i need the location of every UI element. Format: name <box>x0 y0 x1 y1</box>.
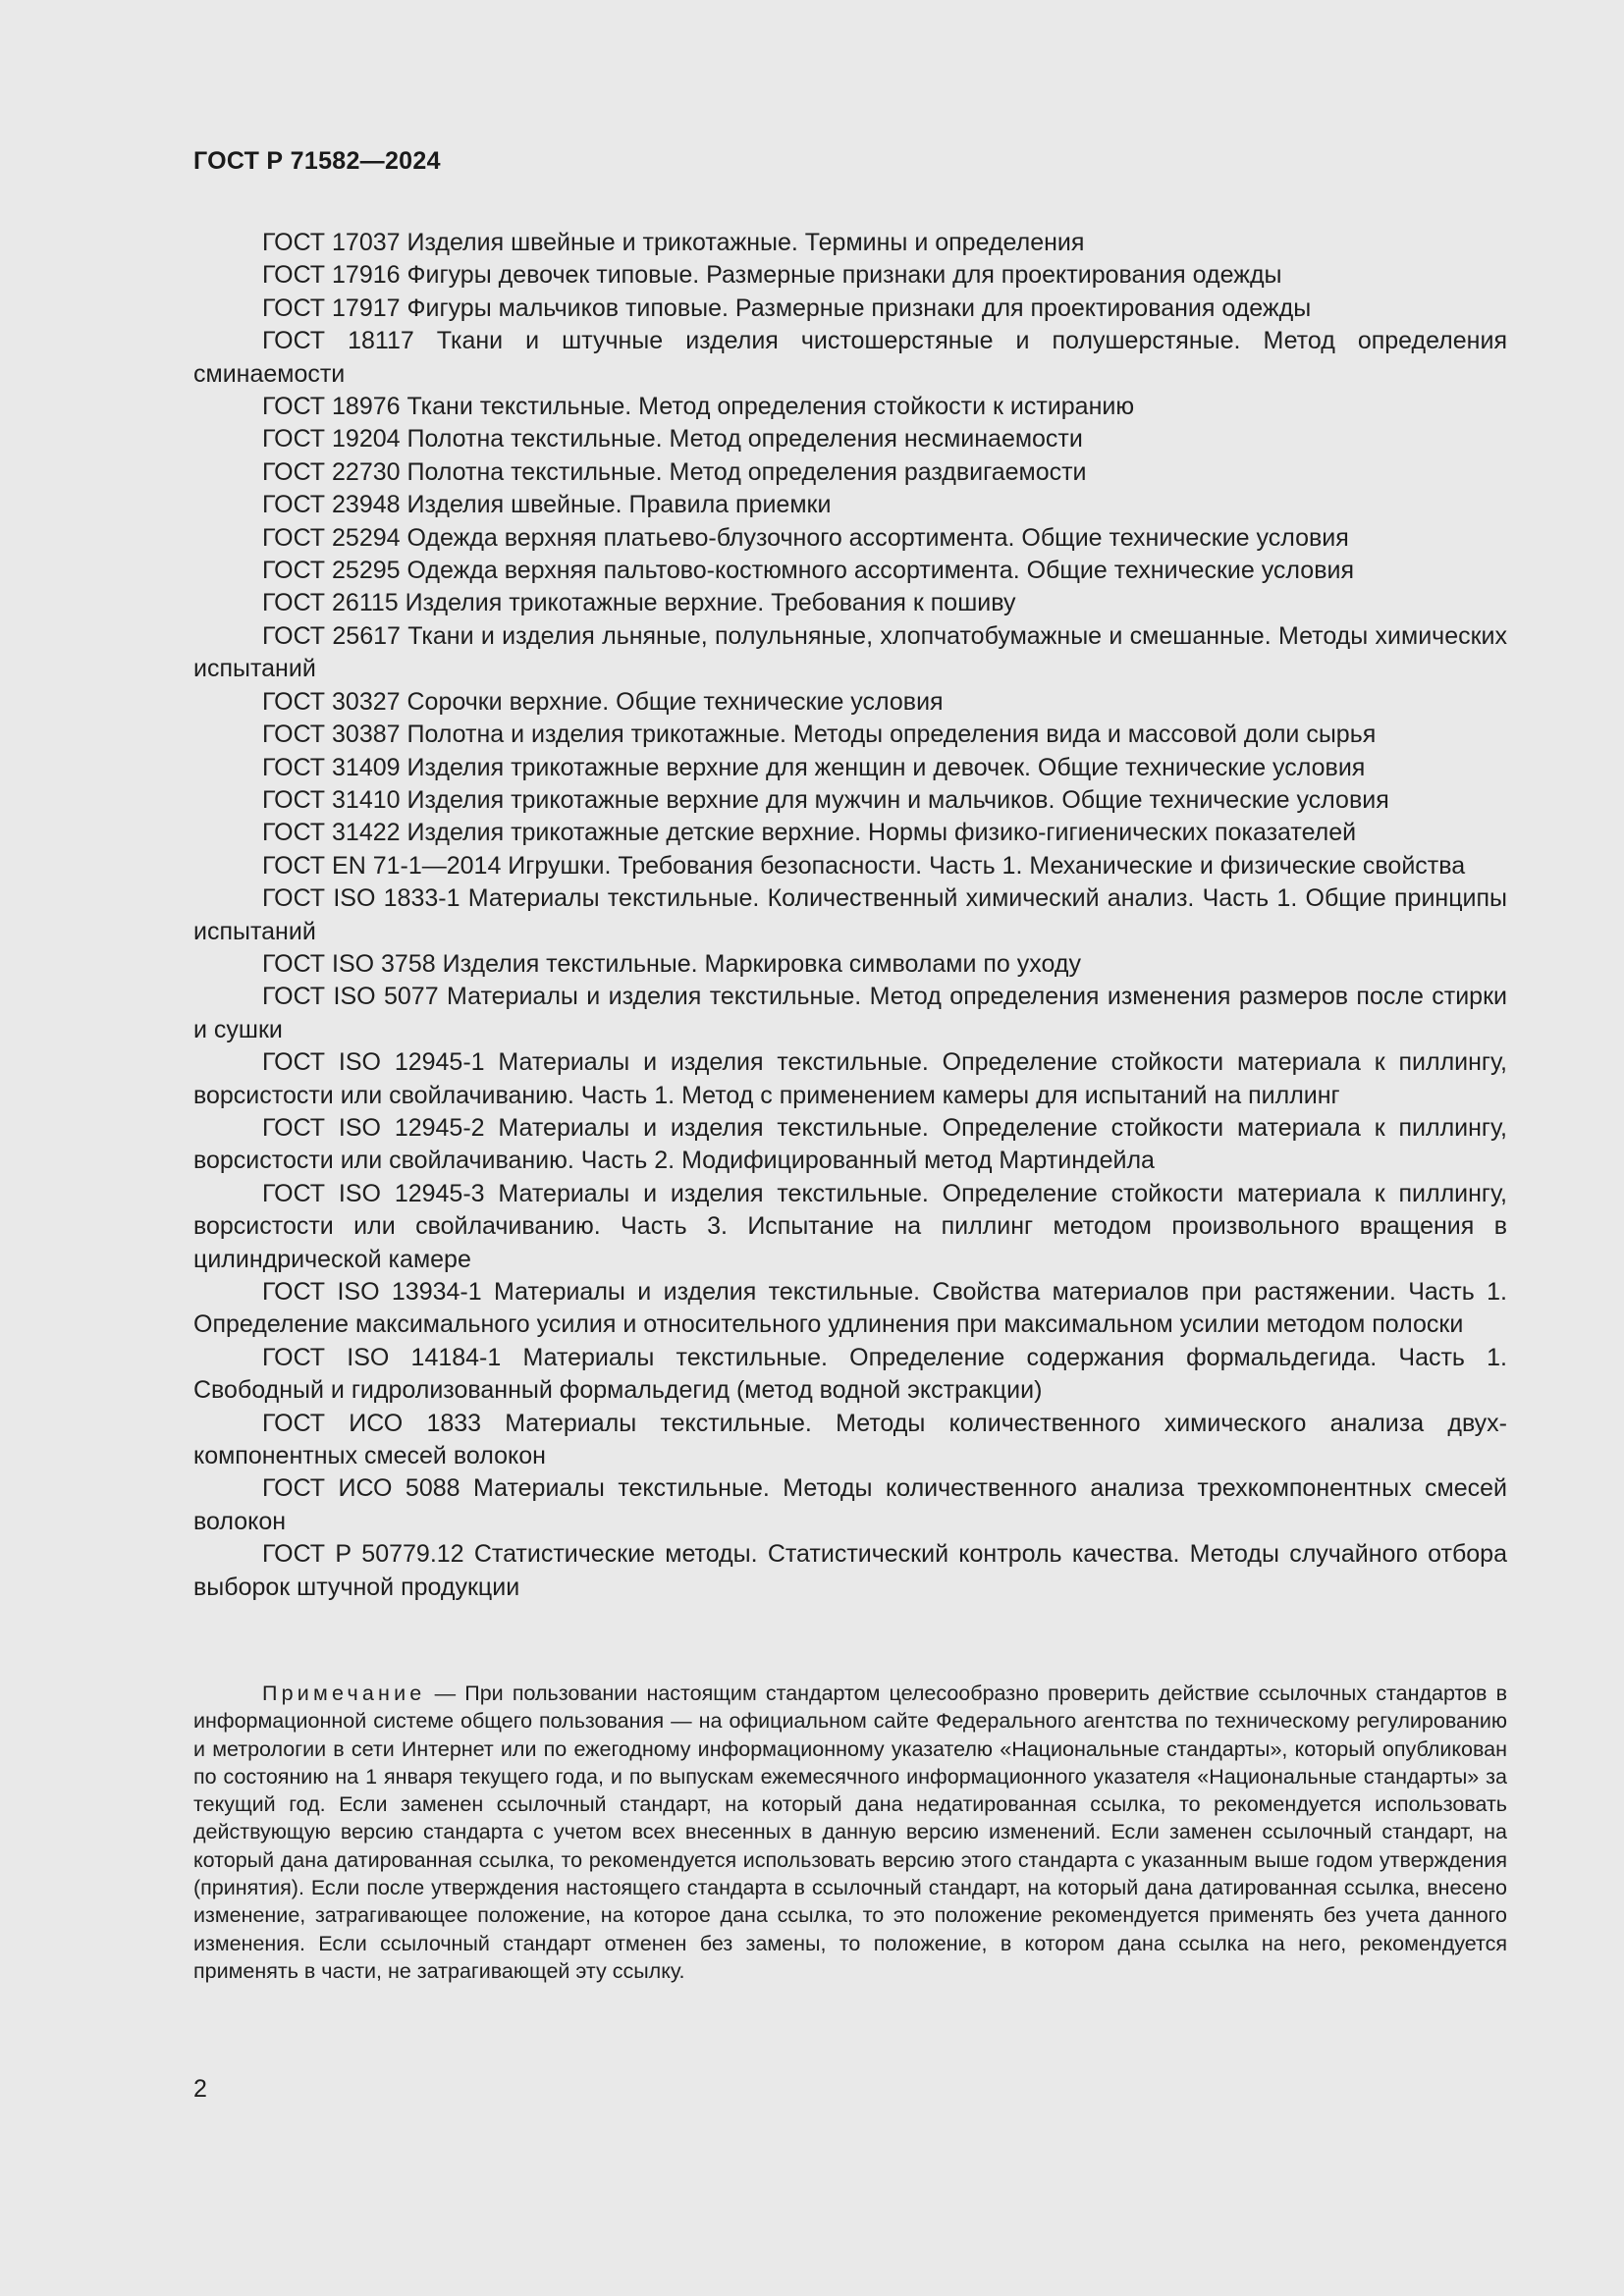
reference-item: ГОСТ ISO 12945-2 Материалы и изделия текстильные. Определение стойкости материала к пиллингу, ворсистости или свойлачиванию. Часть 2. Модифицированный метод Мартиндейла <box>193 1113 1507 1175</box>
reference-item: ГОСТ 25295 Одежда верхняя пальтово-костюмного ассортимента. Общие технические условия <box>262 557 1354 585</box>
reference-item: ГОСТ ИСО 5088 Материалы текстильные. Методы количественного анализа трехкомпонентных смесей волокон <box>193 1474 1507 1535</box>
reference-item: ГОСТ 25294 Одежда верхняя платьево-блузочного ассортимента. Общие технические условия <box>262 523 1349 552</box>
page-number: 2 <box>193 2075 207 2103</box>
reference-item: ГОСТ 26115 Изделия трикотажные верхние. Требования к пошиву <box>262 589 1016 617</box>
reference-item: ГОСТ 17916 Фигуры девочек типовые. Размерные признаки для проектирования одежды <box>262 261 1282 290</box>
reference-item: ГОСТ 22730 Полотна текстильные. Метод определения раздвигаемости <box>262 457 1087 486</box>
reference-item: ГОСТ 18117 Ткани и штучные изделия чистошерстяные и полушерстяные. Метод определения сминаемости <box>193 327 1507 388</box>
reference-item: ГОСТ ИСО 1833 Материалы текстильные. Методы количественного химического анализа двухкомпонентных смесей волокон <box>193 1409 1507 1470</box>
reference-item: ГОСТ ISO 12945-3 Материалы и изделия текстильные. Определение стойкости материала к пиллингу, ворсистости или свойлачиванию. Часть 3. Испытание на пиллинг методом произвольного вращения в цилиндрической камере <box>193 1179 1507 1273</box>
reference-item: ГОСТ 19204 Полотна текстильные. Метод определения несминаемости <box>262 425 1083 454</box>
reference-item: ГОСТ 30327 Сорочки верхние. Общие технические условия <box>262 687 944 716</box>
reference-item: ГОСТ 23948 Изделия швейные. Правила приемки <box>262 491 832 519</box>
reference-item: ГОСТ ISO 5077 Материалы и изделия текстильные. Метод определения изменения размеров после стирки и сушки <box>193 983 1507 1043</box>
note-paragraph <box>193 1680 1507 1985</box>
reference-item: ГОСТ 31409 Изделия трикотажные верхние для женщин и девочек. Общие технические условия <box>262 753 1366 781</box>
reference-item: ГОСТ 17917 Фигуры мальчиков типовые. Размерные признаки для проектирования одежды <box>262 294 1312 322</box>
document-header: ГОСТ Р 71582—2024 <box>193 147 441 175</box>
reference-item: ГОСТ EN 71-1—2014 Игрушки. Требования безопасности. Часть 1. Механические и физические свойства <box>262 851 1466 880</box>
note-text: — При пользовании настоящим стандартом целесообразно проверить действие ссылочных стандартов в информационной системе общего пользования — на официальном сайте Федерального агентства по техническому регулированию и метрологии в сети Интернет или по ежегодному информационному указателю «Национальные стандарты», который опубликован по состоянию на 1 января текущего года, и по выпускам ежемесячного информационного указателя «Национальные стандарты» за текущий год. Если заменен ссылочный стандарт, на который дана недатированная ссылка, то рекомендуется использовать действующую версию стандарта с учетом всех внесенных в данную версию изменений. Если заменен ссылочный стандарт, на который дана датированная ссылка, то рекомендуется использовать версию этого стандарта с указанным выше годом утверждения (принятия). Если после утверждения настоящего стандарта в ссылочный стандарт, на который дана датированная ссылка, внесено изменение, затрагивающее положение, на которое дана ссылка, то это положение рекомендуется применять без учета данного изменения. Если ссылочный стандарт отменен без замены, то положение, в котором дана ссылка на него, рекомендуется применять в части, не затрагивающей эту ссылку. <box>193 1682 1507 1983</box>
reference-item: ГОСТ 31422 Изделия трикотажные детские верхние. Нормы физико-гигиенических показателей <box>262 819 1357 847</box>
reference-item: ГОСТ 17037 Изделия швейные и трикотажные. Термины и определения <box>262 229 1085 256</box>
reference-item: ГОСТ 18976 Ткани текстильные. Метод определения стойкости к истиранию <box>262 393 1135 421</box>
reference-item: ГОСТ ISO 14184-1 Материалы текстильные. Определение содержания формальдегида. Часть 1. Свободный и гидролизованный формальдегид (метод водной экстракции) <box>193 1343 1507 1405</box>
normative-references-list <box>193 227 1507 1604</box>
reference-item: ГОСТ 25617 Ткани и изделия льняные, полульняные, хлопчатобумажные и смешанные. Методы химических испытаний <box>193 621 1507 683</box>
reference-item: ГОСТ 30387 Полотна и изделия трикотажные. Методы определения вида и массовой доли сырья <box>262 721 1377 749</box>
reference-item: ГОСТ ISO 12945-1 Материалы и изделия текстильные. Определение стойкости материала к пиллингу, ворсистости или свойлачиванию. Часть 1. Метод с применением камеры для испытаний на пиллинг <box>193 1048 1507 1109</box>
note-label: Примечание <box>262 1682 426 1705</box>
reference-item: ГОСТ 31410 Изделия трикотажные верхние для мужчин и мальчиков. Общие технические условия <box>262 785 1389 814</box>
reference-item: ГОСТ ISO 3758 Изделия текстильные. Маркировка символами по уходу <box>262 949 1081 978</box>
reference-item: ГОСТ ISO 13934-1 Материалы и изделия текстильные. Свойства материалов при растяжении. Часть 1. Определение максимального усилия и относительного удлинения при максимальном усилии методом полоски <box>193 1278 1507 1339</box>
reference-item: ГОСТ Р 50779.12 Статистические методы. Статистический контроль качества. Методы случайного отбора выборок штучной продукции <box>193 1540 1507 1601</box>
reference-item: ГОСТ ISO 1833-1 Материалы текстильные. Количественный химический анализ. Часть 1. Общие принципы испытаний <box>193 884 1507 945</box>
